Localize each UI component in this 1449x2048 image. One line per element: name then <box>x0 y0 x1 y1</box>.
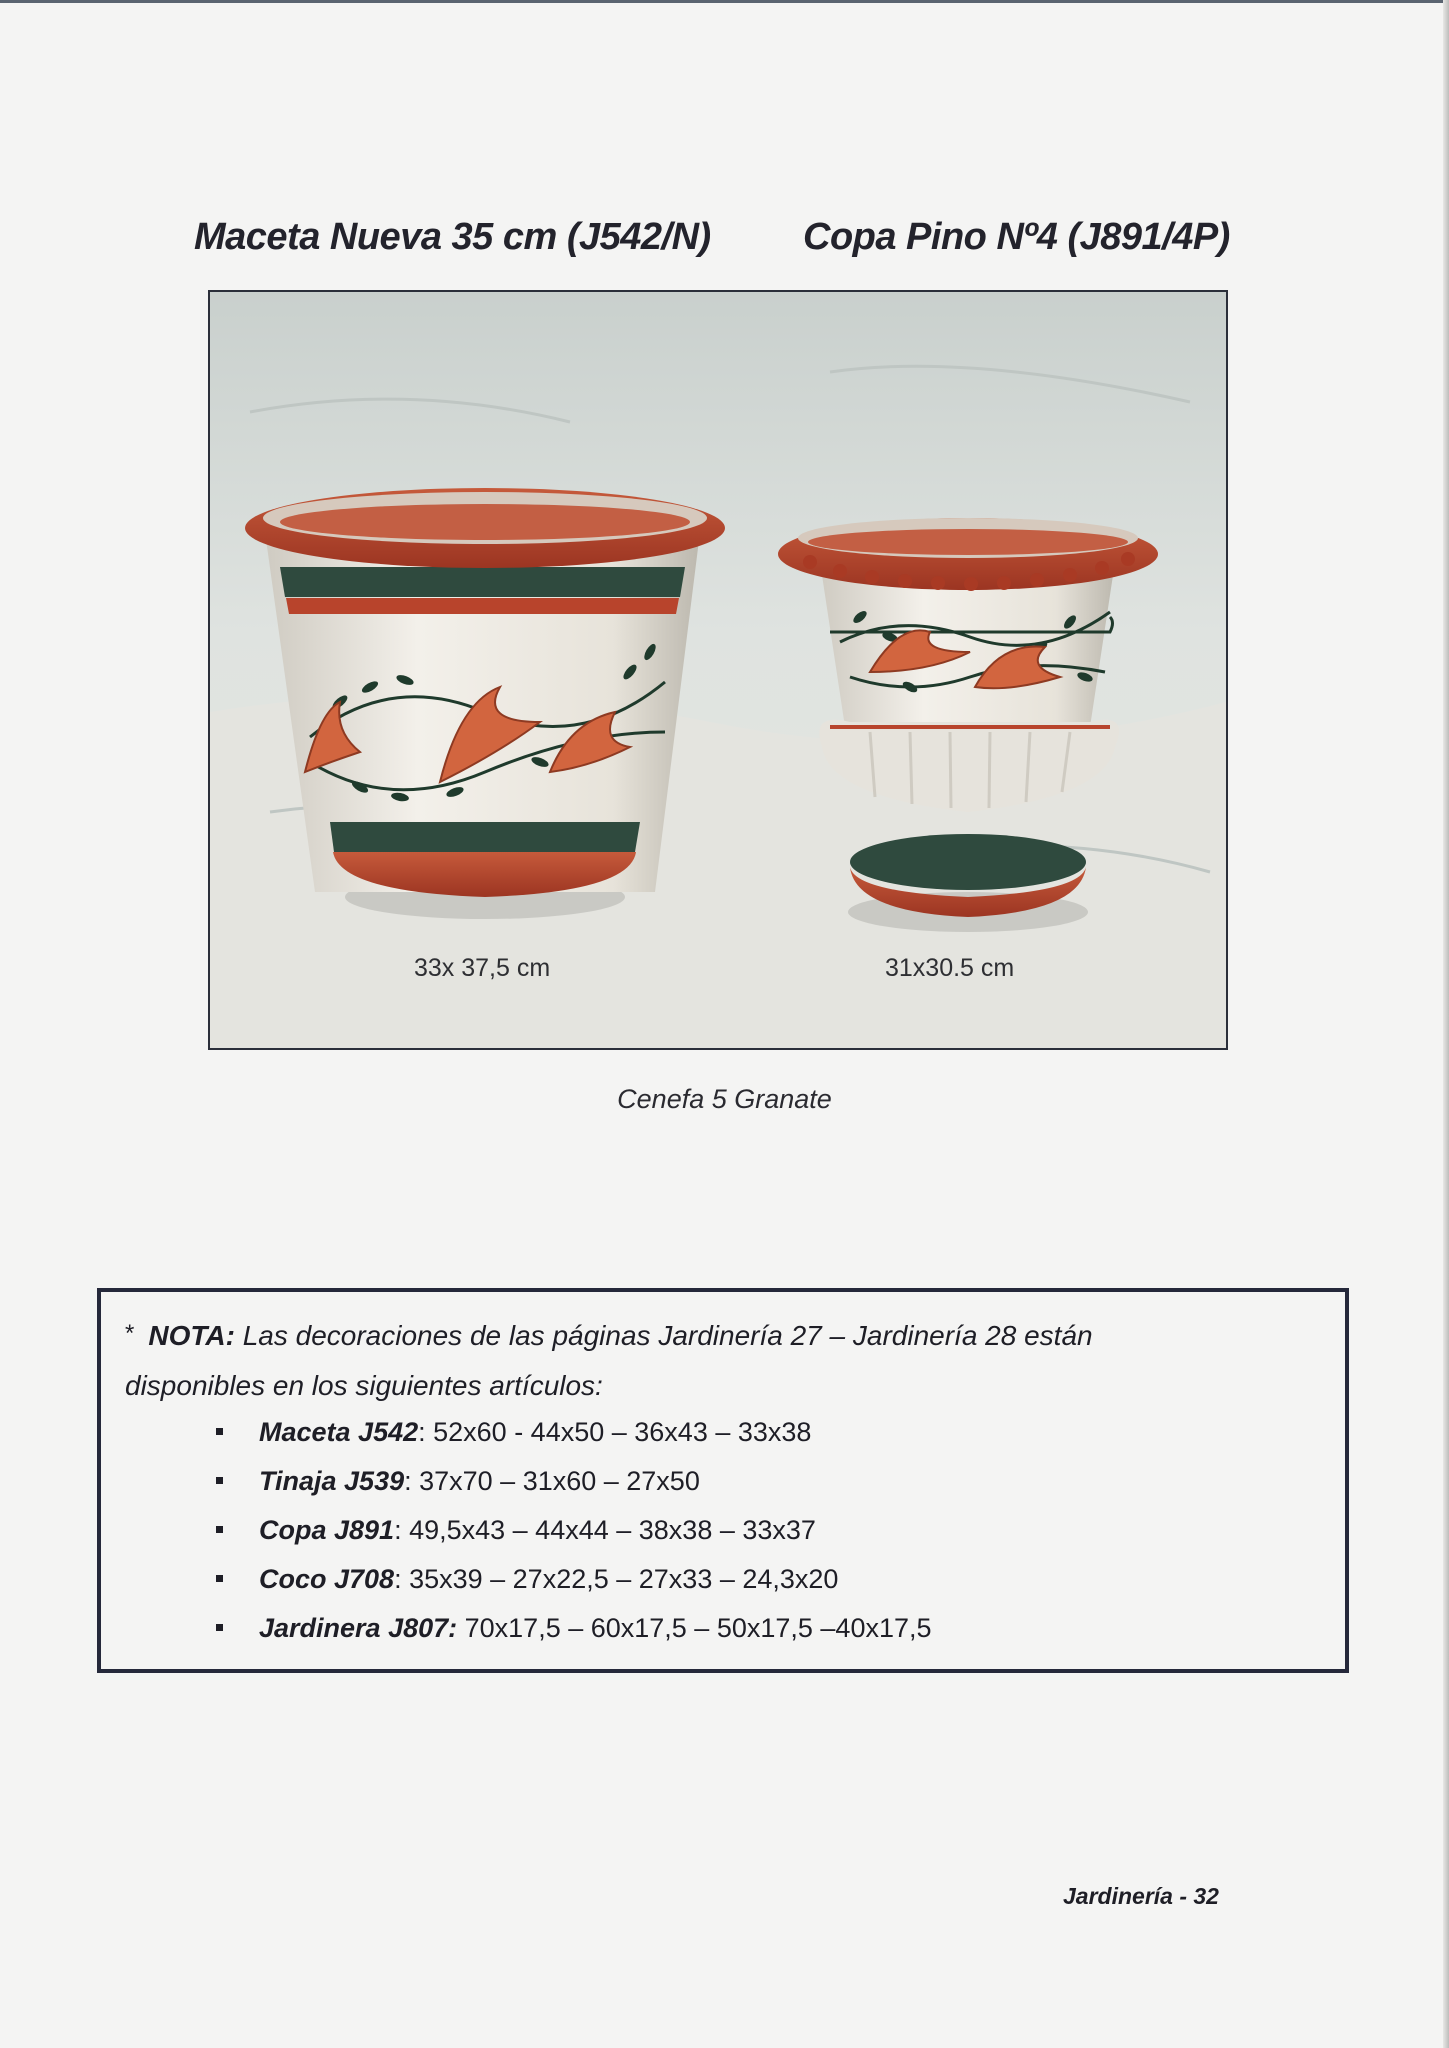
article-sizes: 70x17,5 – 60x17,5 – 50x17,5 –40x17,5 <box>457 1613 932 1643</box>
maceta-pot-image <box>245 488 725 919</box>
article-sizes: : 37x70 – 31x60 – 27x50 <box>404 1466 700 1496</box>
bullet-icon <box>216 1477 223 1484</box>
article-name: Maceta J542 <box>259 1417 419 1447</box>
product-title-copa: Copa Pino Nº4 (J891/4P) <box>803 216 1230 258</box>
product-title-maceta: Maceta Nueva 35 cm (J542/N) <box>194 216 711 258</box>
bullet-icon <box>216 1428 223 1435</box>
nota-asterisk: * <box>125 1320 135 1347</box>
product-photo <box>208 290 1228 1050</box>
list-item <box>216 1555 932 1604</box>
article-list <box>216 1408 932 1653</box>
article-name: Copa J891 <box>259 1515 395 1545</box>
bullet-icon <box>216 1624 223 1631</box>
list-item <box>216 1457 932 1506</box>
nota-text <box>125 1312 1305 1410</box>
article-sizes: : 49,5x43 – 44x44 – 38x38 – 33x37 <box>394 1515 816 1545</box>
list-item <box>216 1604 932 1653</box>
page-top-edge <box>0 0 1449 3</box>
page-footer: Jardinería - 32 <box>1063 1883 1219 1909</box>
article-sizes: : 52x60 - 44x50 – 36x43 – 33x38 <box>418 1417 812 1447</box>
list-item <box>216 1506 932 1555</box>
nota-line-1: Las decoraciones de las páginas Jardinería 27 – Jardinería 28 están <box>242 1320 1093 1351</box>
article-sizes: : 35x39 – 27x22,5 – 27x33 – 24,3x20 <box>394 1564 839 1594</box>
maceta-size-label: 33x 37,5 cm <box>414 954 551 982</box>
nota-line-2: disponibles en los siguientes artículos: <box>125 1370 603 1401</box>
nota-box <box>97 1288 1349 1673</box>
bullet-icon <box>216 1526 223 1533</box>
article-name: Tinaja J539 <box>259 1466 405 1496</box>
page-right-edge <box>1443 0 1449 2048</box>
decoration-caption: Cenefa 5 Granate <box>617 1084 832 1114</box>
copa-size-label: 31x30.5 cm <box>885 954 1015 982</box>
product-photo-illustration <box>210 292 1226 1048</box>
nota-label: NOTA: <box>148 1320 235 1351</box>
list-item <box>216 1408 932 1457</box>
bullet-icon <box>216 1575 223 1582</box>
article-name: Coco J708 <box>259 1564 395 1594</box>
article-name: Jardinera J807: <box>259 1613 458 1643</box>
